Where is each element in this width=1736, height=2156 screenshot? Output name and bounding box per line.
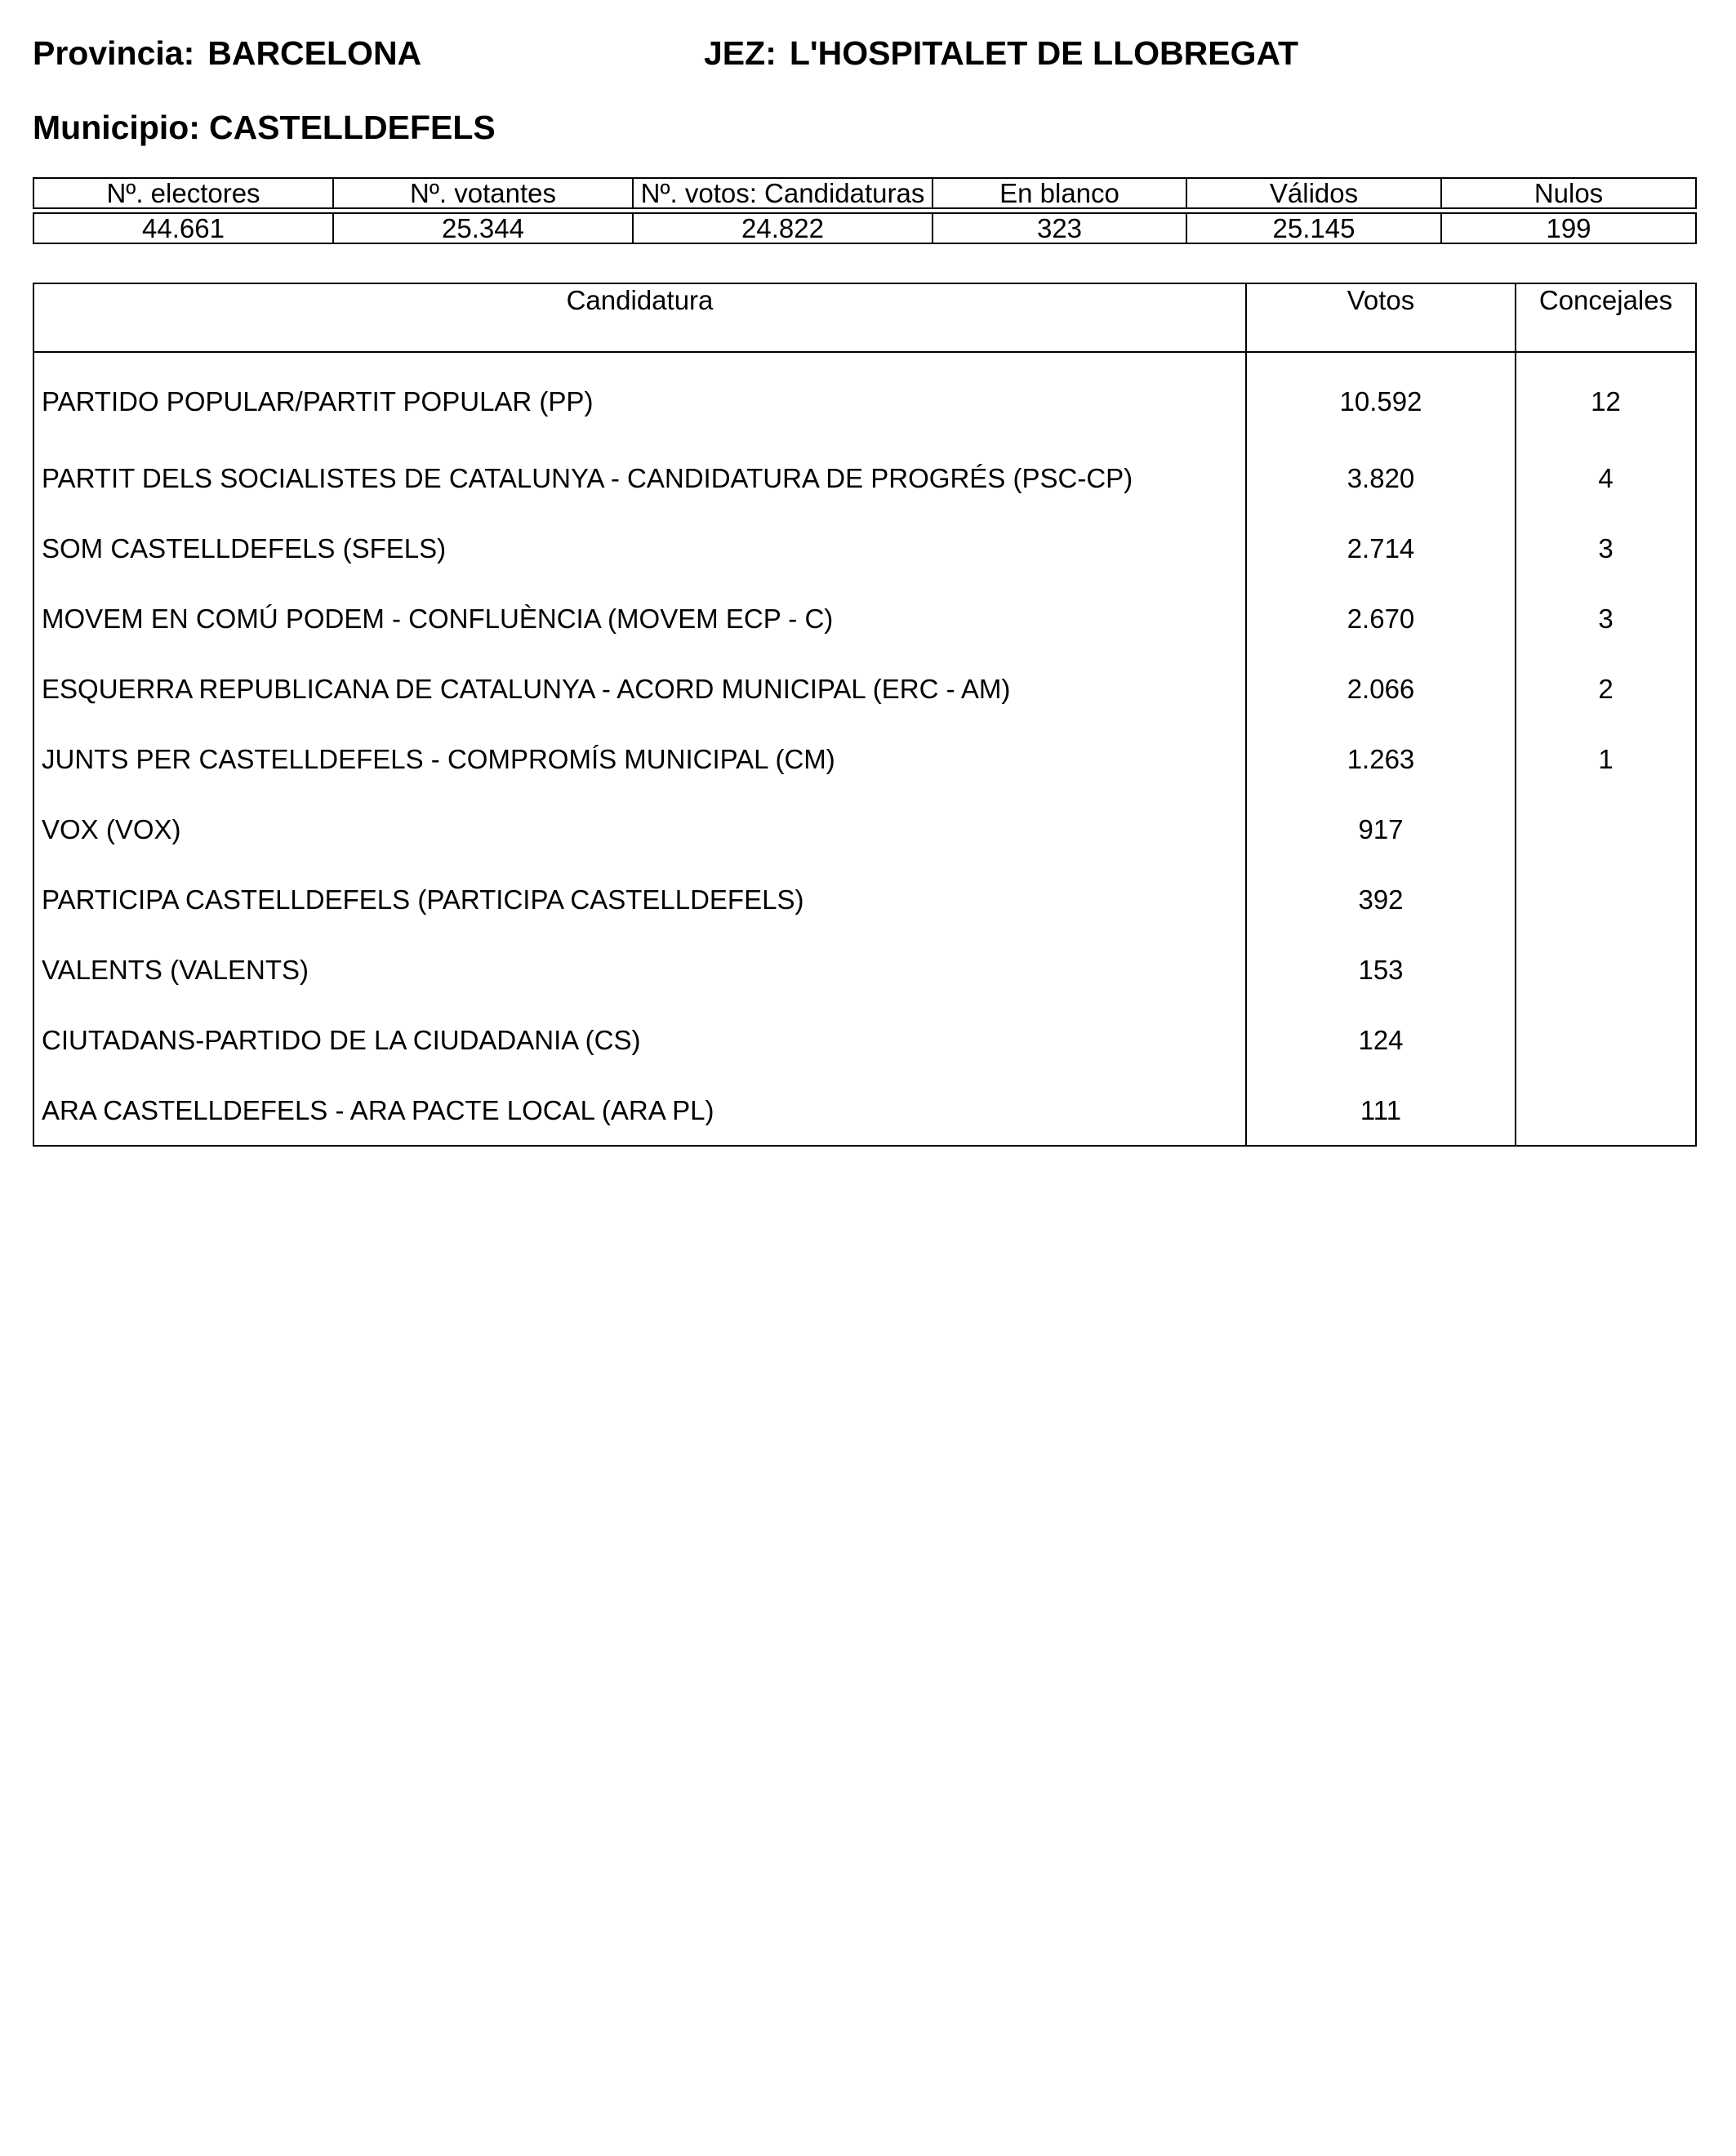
candidate-name: PARTIT DELS SOCIALISTES DE CATALUNYA - CANDIDATURA DE PROGRÉS (PSC-CP) xyxy=(42,462,1133,493)
summary-header-cell: Nº. votantes xyxy=(333,178,633,208)
candidate-votes: 124 xyxy=(1246,1004,1516,1075)
candidate-votes: 392 xyxy=(1246,864,1516,934)
table-row xyxy=(33,513,1696,583)
candidate-seats xyxy=(1516,1075,1696,1146)
candidate-seats: 12 xyxy=(1516,352,1696,443)
summary-value-cell: 24.822 xyxy=(633,213,933,243)
candidate-seats xyxy=(1516,864,1696,934)
jez-value: L'HOSPITALET DE LLOBREGAT xyxy=(789,34,1299,72)
candidate-votes: 111 xyxy=(1246,1075,1516,1146)
provincia-value: BARCELONA xyxy=(207,34,422,72)
candidate-seats: 3 xyxy=(1516,583,1696,653)
municipio-heading xyxy=(33,111,496,145)
provincia-label: Provincia: xyxy=(33,34,195,72)
candidate-name: PARTICIPA CASTELLDEFELS (PARTICIPA CASTELLDEFELS) xyxy=(42,884,804,915)
candidate-votes: 2.670 xyxy=(1246,583,1516,653)
table-row xyxy=(33,724,1696,794)
summary-value-cell: 25.344 xyxy=(333,213,633,243)
table-row xyxy=(33,583,1696,653)
summary-header-row xyxy=(33,178,1696,208)
table-row xyxy=(33,1004,1696,1075)
summary-header-cell: Nº. electores xyxy=(33,178,333,208)
candidate-votes: 153 xyxy=(1246,934,1516,1004)
candidate-name: VALENTS (VALENTS) xyxy=(42,954,309,985)
candidate-votes: 917 xyxy=(1246,794,1516,864)
candidate-seats xyxy=(1516,1004,1696,1075)
summary-value-cell: 199 xyxy=(1441,213,1696,243)
candidate-seats: 4 xyxy=(1516,443,1696,513)
candidate-seats xyxy=(1516,934,1696,1004)
municipio-value: CASTELLDEFELS xyxy=(208,109,496,146)
candidate-votes: 2.066 xyxy=(1246,653,1516,724)
table-row xyxy=(33,443,1696,513)
candidate-name: MOVEM EN COMÚ PODEM - CONFLUÈNCIA (MOVEM ECP - C) xyxy=(42,603,834,634)
summary-header-cell: Nº. votos: Candidaturas xyxy=(633,178,933,208)
candidate-seats: 3 xyxy=(1516,513,1696,583)
candidate-name: VOX (VOX) xyxy=(42,813,181,844)
candidates-table xyxy=(33,283,1697,1147)
candidate-votes: 3.820 xyxy=(1246,443,1516,513)
provincia-heading xyxy=(33,34,422,72)
candidates-header-row xyxy=(33,283,1696,352)
candidate-name: JUNTS PER CASTELLDEFELS - COMPROMÍS MUNICIPAL (CM) xyxy=(42,743,835,774)
table-row xyxy=(33,864,1696,934)
candidatura-header: Candidatura xyxy=(33,283,1246,352)
summary-header-cell: En blanco xyxy=(933,178,1186,208)
concejales-header: Concejales xyxy=(1516,283,1696,352)
summary-values-row xyxy=(33,213,1696,243)
table-row xyxy=(33,653,1696,724)
table-row xyxy=(33,1075,1696,1146)
candidate-votes: 2.714 xyxy=(1246,513,1516,583)
candidate-seats: 1 xyxy=(1516,724,1696,794)
candidate-name: PARTIDO POPULAR/PARTIT POPULAR (PP) xyxy=(42,386,594,416)
candidate-votes: 10.592 xyxy=(1246,352,1516,443)
table-row xyxy=(33,352,1696,443)
jez-heading xyxy=(704,34,1299,72)
summary-value-cell: 44.661 xyxy=(33,213,333,243)
candidate-seats xyxy=(1516,794,1696,864)
votos-header: Votos xyxy=(1246,283,1516,352)
summary-value-cell: 25.145 xyxy=(1186,213,1441,243)
candidate-seats: 2 xyxy=(1516,653,1696,724)
candidate-name: CIUTADANS-PARTIDO DE LA CIUDADANIA (CS) xyxy=(42,1024,641,1055)
candidate-name: SOM CASTELLDEFELS (SFELS) xyxy=(42,532,447,564)
municipio-label: Municipio: xyxy=(33,109,200,146)
candidate-name: ESQUERRA REPUBLICANA DE CATALUNYA - ACORD MUNICIPAL (ERC - AM) xyxy=(42,673,1011,704)
candidate-votes: 1.263 xyxy=(1246,724,1516,794)
summary-table xyxy=(33,177,1697,244)
summary-value-cell: 323 xyxy=(933,213,1186,243)
table-row xyxy=(33,794,1696,864)
summary-header-cell: Válidos xyxy=(1186,178,1441,208)
table-row xyxy=(33,934,1696,1004)
jez-label: JEZ: xyxy=(704,34,777,72)
candidate-name: ARA CASTELLDEFELS - ARA PACTE LOCAL (ARA PL) xyxy=(42,1094,714,1125)
summary-header-cell: Nulos xyxy=(1441,178,1696,208)
